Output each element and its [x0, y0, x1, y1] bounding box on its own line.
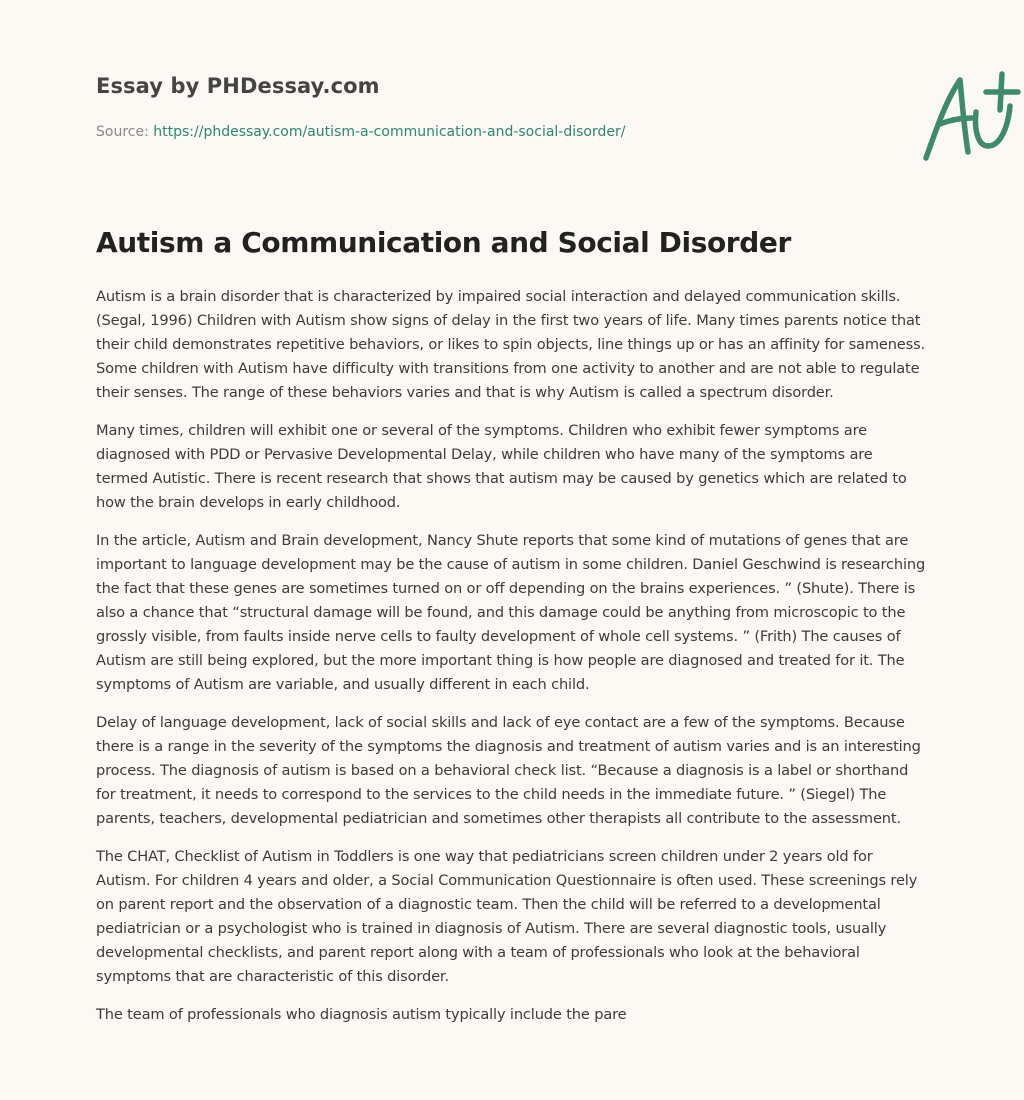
essay-title: Autism a Communication and Social Disorder	[96, 226, 791, 259]
essay-paragraph: In the article, Autism and Brain development, Nancy Shute reports that some kind of mutations of genes that are important to language development may be the cause of autism in some children. Daniel Geschwind is researching the fact that these genes are sometimes turned on or off depending on the brains experiences. ” (Shute). There is also a chance that “structural damage will be found, and this damage could be anything from microscopic to the grossly visible, from faults inside nerve cells to faulty development of whole cell systems. ” (Frith) The causes of Autism are still being explored, but the more important thing is how people are diagnosed and treated for it. The symptoms of Autism are variable, and usually different in each child.	[96, 532, 926, 693]
essay-paragraph: Many times, children will exhibit one or several of the symptoms. Children who exhibit fewer symptoms are diagnosed with PDD or Pervasive Developmental Delay, while children who have many of the symptoms are termed Autistic. There is recent research that shows that autism may be caused by genetics which are related to how the brain develops in early childhood.	[96, 422, 907, 511]
essay-paragraph: Autism is a brain disorder that is characterized by impaired social interaction and delayed communication skills. (Segal, 1996) Children with Autism show signs of delay in the first two years of life. Many times parents notice that their child demonstrates repetitive behaviors, or likes to spin objects, line things up or has an affinity for sameness. Some children with Autism have difficulty with transitions from one activity to another and are not able to regulate their senses. The range of these behaviors varies and that is why Autism is called a spectrum disorder.	[96, 288, 926, 401]
essay-body	[96, 285, 928, 1041]
source-label: Source:	[96, 124, 149, 140]
essay-paragraph: The CHAT, Checklist of Autism in Toddlers is one way that pediatricians screen children under 2 years old for Autism. For children 4 years and older, a Social Communication Questionnaire is often used. These screenings rely on parent report and the observation of a diagnostic team. Then the child will be referred to a developmental pediatrician or a psychologist who is trained in diagnosis of Autism. There are several diagnostic tools, usually developmental checklists, and parent report along with a team of professionals who look at the behavioral symptoms that are characteristic of this disorder.	[96, 848, 918, 985]
a-plus-logo-icon	[922, 70, 1022, 162]
source-link[interactable]: https://phdessay.com/autism-a-communication-and-social-disorder/	[153, 124, 626, 140]
essay-paragraph: Delay of language development, lack of social skills and lack of eye contact are a few of the symptoms. Because there is a range in the severity of the symptoms the diagnosis and treatment of autism varies and is an interesting process. The diagnosis of autism is based on a behavioral check list. “Because a diagnosis is a label or shorthand for treatment, it needs to correspond to the services to the child needs in the immediate future. ” (Siegel) The parents, teachers, developmental pediatrician and sometimes other therapists all contribute to the assessment.	[96, 714, 921, 827]
site-brand[interactable]: Essay by PHDessay.com	[96, 74, 380, 98]
source-line	[96, 124, 625, 140]
essay-paragraph: The team of professionals who diagnosis autism typically include the pare	[96, 1006, 627, 1023]
